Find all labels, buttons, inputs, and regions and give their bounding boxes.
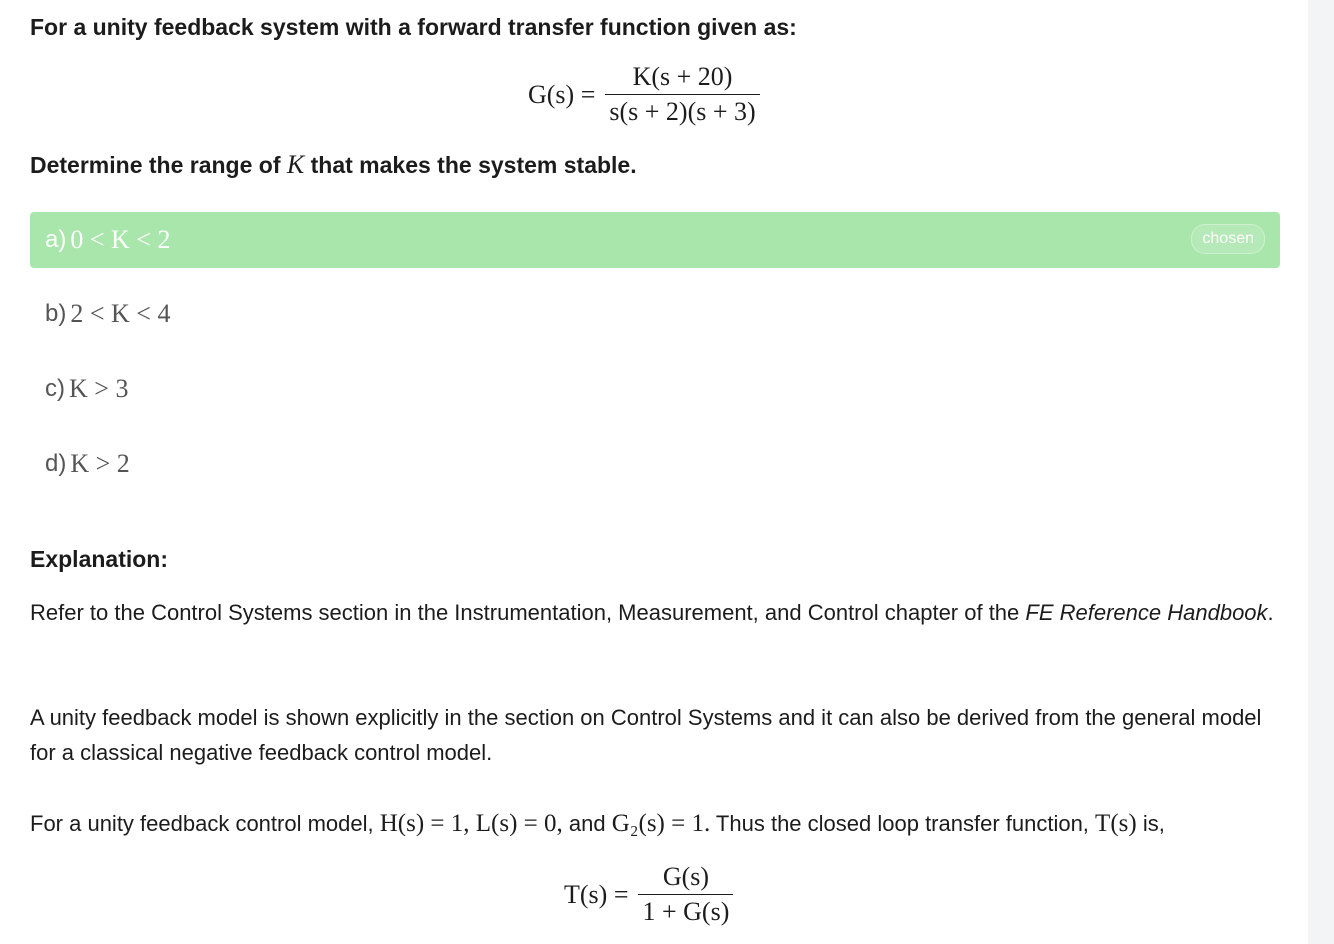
question-prompt	[30, 150, 637, 180]
explanation-paragraph-3	[30, 806, 1275, 841]
p3-text-d: is,	[1136, 811, 1165, 836]
right-scroll-rail	[1308, 0, 1334, 944]
option-a[interactable]	[30, 212, 1280, 268]
option-math: 0 < K < 2	[70, 225, 171, 254]
option-d[interactable]	[30, 436, 1280, 492]
transfer-function-equation	[528, 62, 760, 127]
equation-numerator: K(s + 20)	[632, 62, 733, 91]
prompt-text-after: that makes the system stable.	[304, 152, 637, 178]
p3-math-3: T(s)	[1095, 810, 1137, 837]
chosen-badge: chosen	[1191, 224, 1265, 254]
question-intro: For a unity feedback system with a forward transfer function given as:	[30, 14, 797, 40]
equation-denominator: s(s + 2)(s + 3)	[605, 94, 759, 127]
p3-text-b: and	[562, 811, 612, 836]
explanation-title: Explanation:	[30, 546, 169, 572]
option-letter: c)	[45, 375, 65, 402]
p3-text-c: Thus the closed loop transfer function,	[710, 811, 1096, 836]
option-math: 2 < K < 4	[70, 299, 171, 328]
p3-math-2: G₂(s) = 1.	[611, 810, 711, 837]
prompt-variable: K	[286, 150, 305, 179]
option-math: K > 2	[70, 449, 130, 478]
equation-lhs: G(s) =	[528, 79, 596, 109]
equation-lhs: T(s) =	[564, 879, 629, 909]
equation-numerator: G(s)	[662, 862, 710, 891]
closed-loop-equation	[564, 862, 733, 927]
explanation-paragraph-2: A unity feedback model is shown explicitly in the section on Control Systems and it can also be derived from the general model for a classical negative feedback control model.	[30, 705, 1262, 765]
equation-fraction	[638, 862, 733, 927]
option-letter: b)	[45, 300, 67, 327]
explanation-paragraph-1	[30, 595, 1275, 630]
p3-math-1: H(s) = 1, L(s) = 0,	[379, 810, 563, 837]
option-c[interactable]	[30, 361, 1280, 417]
option-letter: d)	[45, 450, 67, 477]
p1-text: Refer to the Control Systems section in the Instrumentation, Measurement, and Control chapter of the	[30, 600, 1026, 625]
p1-end: .	[1267, 600, 1274, 625]
handbook-title: FE Reference Handbook	[1025, 600, 1268, 625]
p3-text-a: For a unity feedback control model,	[30, 811, 380, 836]
prompt-text-before: Determine the range of	[30, 152, 287, 178]
equation-denominator: 1 + G(s)	[638, 894, 733, 927]
equation-fraction	[605, 62, 759, 127]
option-b[interactable]	[30, 286, 1280, 342]
option-letter: a)	[45, 226, 67, 253]
option-math: K > 3	[69, 374, 129, 403]
